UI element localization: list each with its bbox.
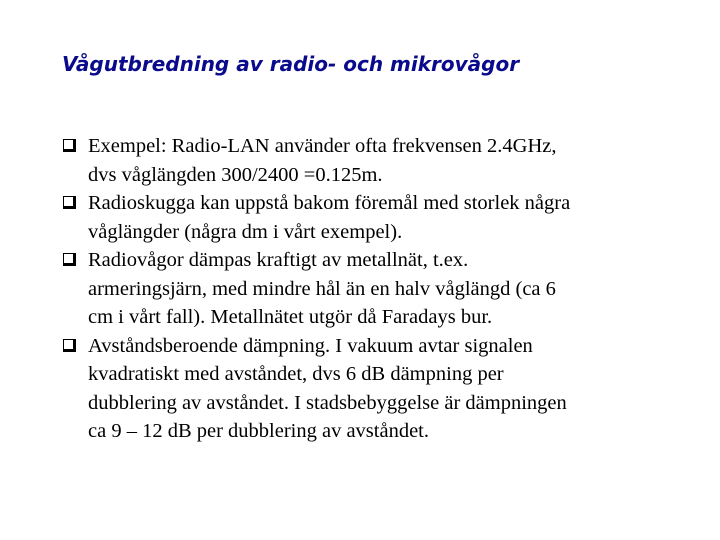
bullet-line: Radiovågor dämpas kraftigt av metallnät, t.ex. [88,249,469,271]
bullet-list [62,132,672,446]
bullet-line: Radioskugga kan uppstå bakom föremål med storlek några [88,192,571,214]
bullet-item [62,246,672,332]
bullet-text [88,246,672,332]
bullet-line: kvadratiskt med avståndet, dvs 6 dB dämpning per [88,363,504,385]
hollow-square-bullet-icon [62,132,80,160]
bullet-text [88,132,672,189]
bullet-text [88,332,672,446]
bullet-line: våglängder (några dm i vårt exempel). [88,220,403,243]
bullet-item [62,189,672,246]
hollow-square-bullet-icon [62,189,80,217]
bullet-line: Avståndsberoende dämpning. I vakuum avtar signalen [88,334,533,357]
hollow-square-bullet-icon [62,332,80,360]
slide-title: Vågutbredning av radio- och mikrovågor [62,52,520,76]
bullet-line: dubblering av avståndet. I stadsbebyggelse är dämpningen [88,391,567,414]
bullet-item [62,332,672,446]
bullet-line: ca 9 – 12 dB per dubblering av avståndet. [88,420,430,442]
bullet-line: dvs våglängden 300/2400 =0.125m. [88,163,383,186]
bullet-item [62,132,672,189]
bullet-line: armeringsjärn, med mindre hål än en halv våglängd (ca 6 [88,277,556,300]
bullet-text [88,189,672,246]
bullet-line: Exempel: Radio-LAN använder ofta frekvensen 2.4GHz, [88,135,557,157]
bullet-line: cm i vårt fall). Metallnätet utgör då Faradays bur. [88,306,493,328]
hollow-square-bullet-icon [62,246,80,274]
